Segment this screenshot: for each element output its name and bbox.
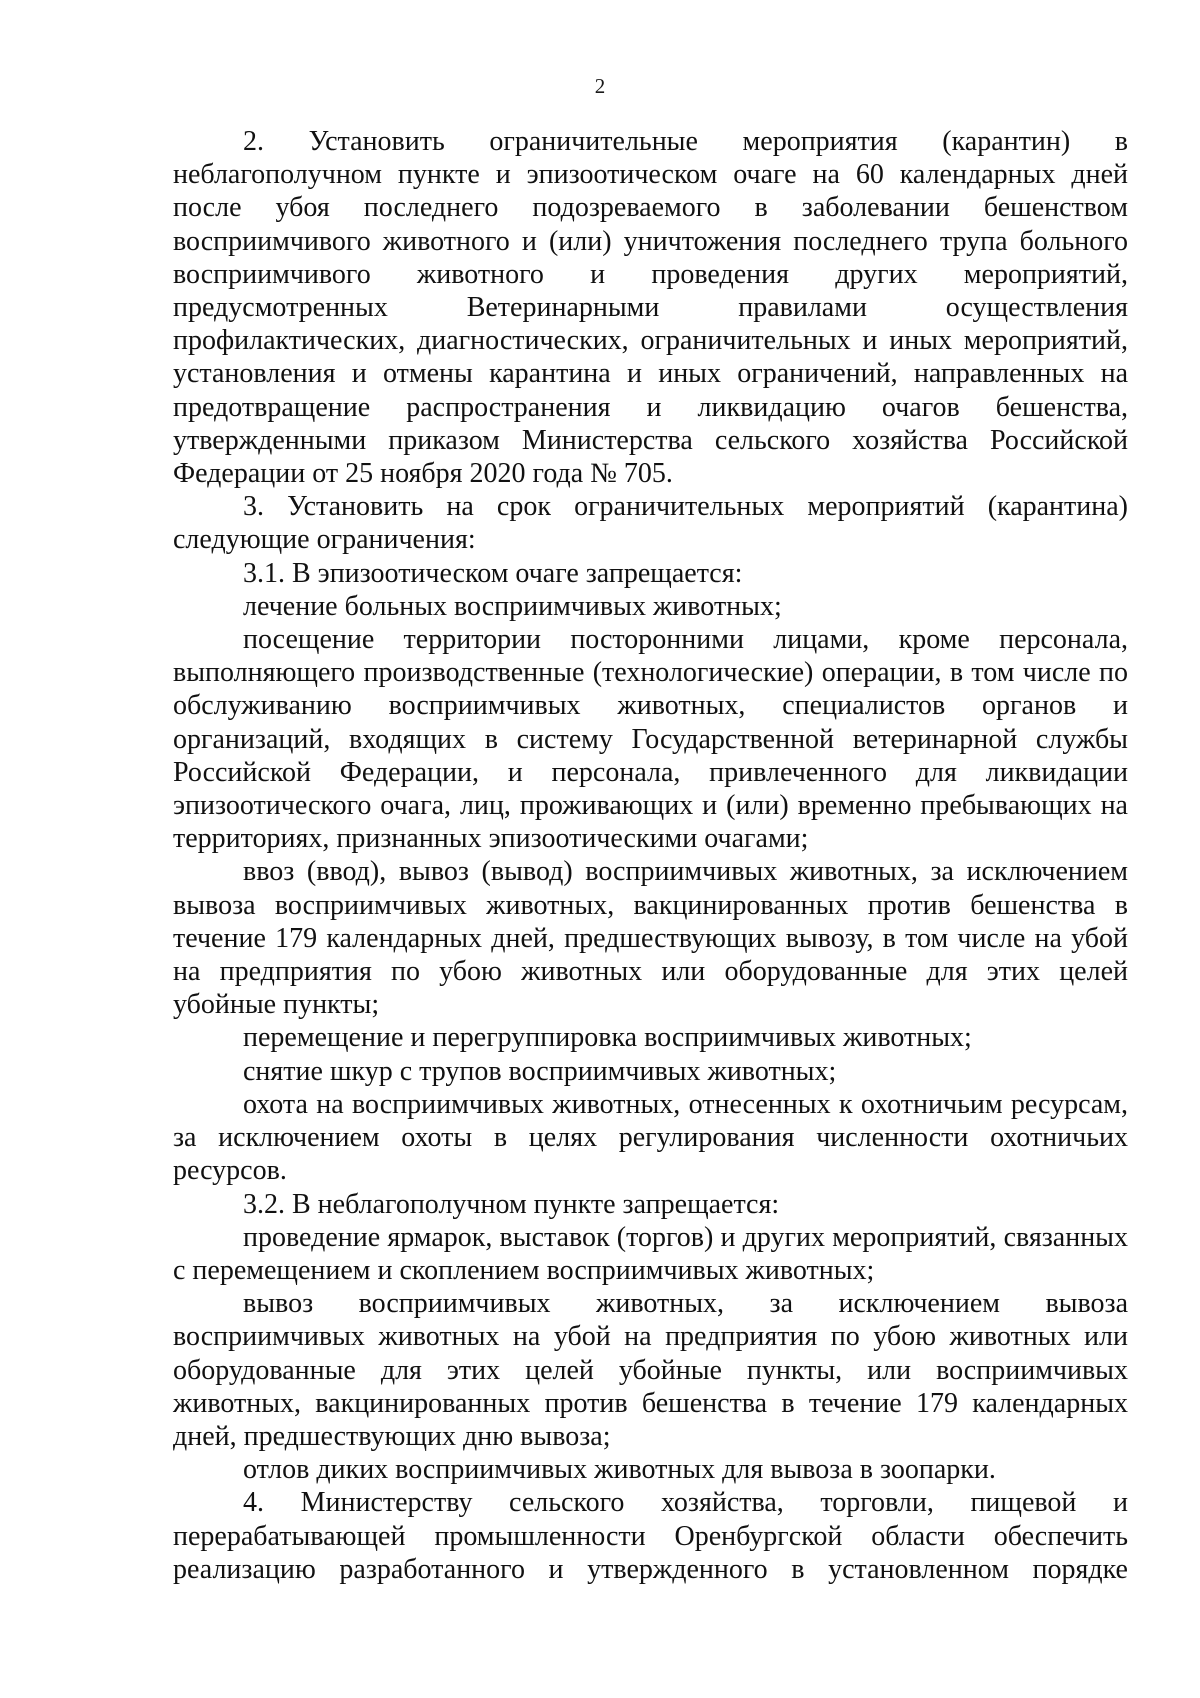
paragraph-item-3-1: 3.1. В эпизоотическом очаге запрещается:: [243, 557, 743, 589]
list-item: лечение больных восприимчивых животных;: [243, 590, 782, 622]
list-item: вывоз восприимчивых животных, за исключением вывоза восприимчивых животных на убой на предприятия по убою животных или оборудованные для этих целей убойные пункты, или восприимчивых животных, вакцинированных против бешенства в течение 179 календарных дней, предшествующих дню вывоза;: [173, 1288, 1128, 1452]
paragraph-item-3-2: 3.2. В неблагополучном пункте запрещается:: [243, 1188, 780, 1220]
list-item: отлов диких восприимчивых животных для вывоза в зоопарки.: [243, 1454, 996, 1486]
page-number: 2: [594, 74, 606, 98]
list-item: посещение территории посторонними лицами, кроме персонала, выполняющего производственные (технологические) операции, в том числе по обслуживанию восприимчивых животных, специалистов органов и организаций, входящих в систему Государственной ветеринарной службы Российской Федерации, и персонала, привлеченного для ликвидации эпизоотического очага, лиц, проживающих и (или) временно пребывающих на территориях, признанных эпизоотическими очагами;: [173, 624, 1128, 855]
list-item: охота на восприимчивых животных, отнесенных к охотничьим ресурсам, за исключением охоты в целях регулирования численности охотничьих ресурсов.: [173, 1088, 1128, 1187]
list-item: перемещение и перегруппировка восприимчивых животных;: [243, 1022, 972, 1054]
paragraph-item-2: 2. Установить ограничительные мероприятия (карантин) в неблагополучном пункте и эпизоотическом очаге на 60 календарных дней после убоя последнего подозреваемого в заболевании бешенством восприимчивого животного и (или) уничтожения последнего трупа больного восприимчивого животного и проведения других мероприятий, предусмотренных Ветеринарными правилами осуществления профилактических, диагностических, ограничительных и иных мероприятий, установления и отмены карантина и иных ограничений, направленных на предотвращение распространения и ликвидацию очагов бешенства, утвержденными приказом Министерства сельского хозяйства Российской Федерации от 25 ноября 2020 года № 705.: [173, 126, 1128, 490]
list-item: снятие шкур с трупов восприимчивых животных;: [243, 1055, 837, 1087]
paragraph-item-3: 3. Установить на срок ограничительных мероприятий (карантина) следующие ограничения:: [173, 491, 1128, 556]
document-body: [173, 125, 1128, 1586]
list-item: ввоз (ввод), вывоз (вывод) восприимчивых животных, за исключением вывоза восприимчивых животных, вакцинированных против бешенства в течение 179 календарных дней, предшествующих вывозу, в том числе на убой на предприятия по убою животных или оборудованные для этих целей убойные пункты;: [173, 856, 1128, 1021]
list-item: проведение ярмарок, выставок (торгов) и других мероприятий, связанных с перемещением и скоплением восприимчивых животных;: [173, 1221, 1128, 1286]
paragraph-item-4: 4. Министерству сельского хозяйства, торговли, пищевой и перерабатывающей промышленности Оренбургской области обеспечить реализацию разработанного и утвержденного в установленном порядке: [173, 1487, 1128, 1585]
